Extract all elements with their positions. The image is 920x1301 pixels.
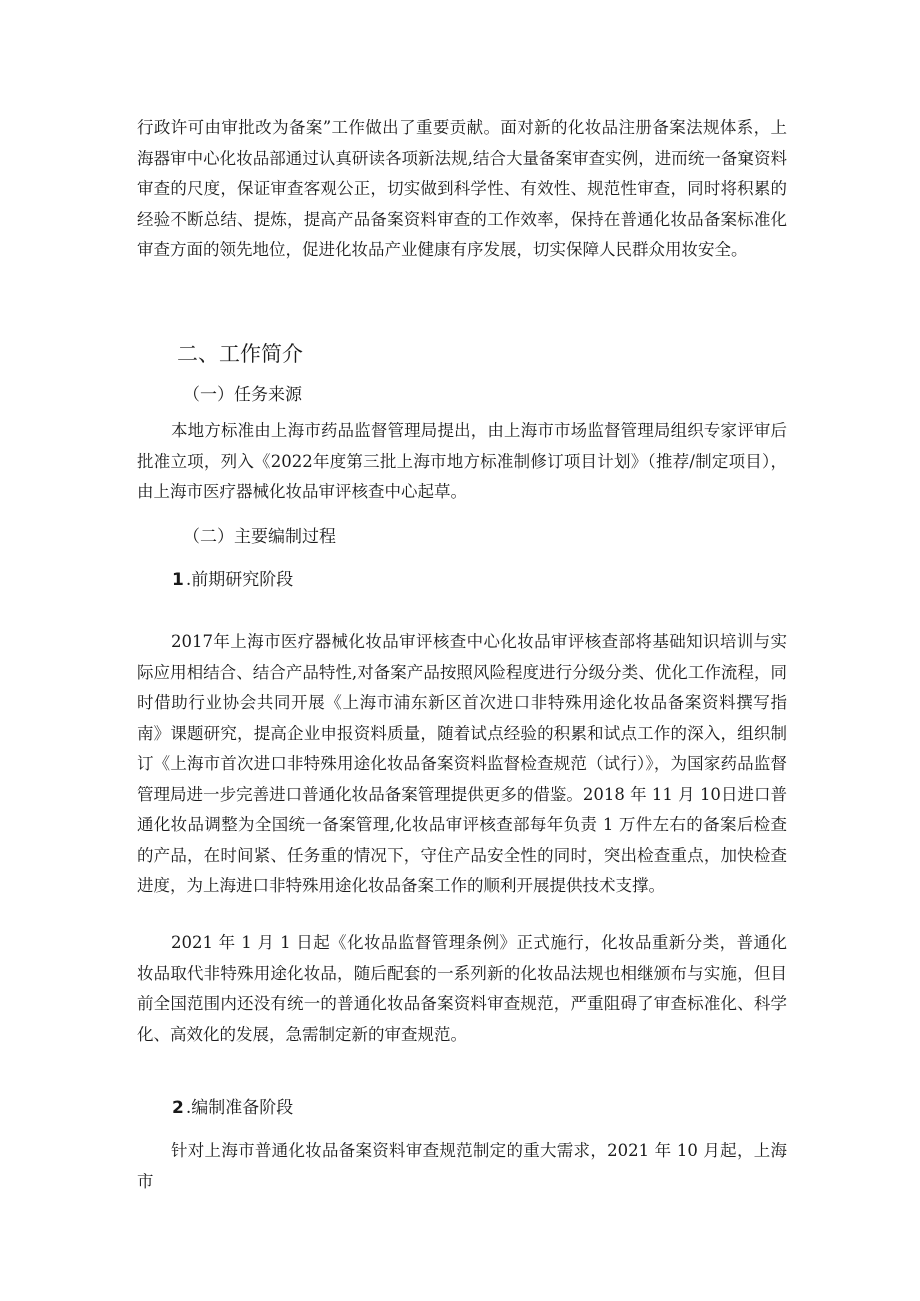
step-heading-preparation (172, 1093, 293, 1123)
preparation-paragraph: 针对上海市普通化妆品备案资料审查规范制定的重大需求，2021 年 10 月起，上海市 (137, 1141, 787, 1191)
section-heading-work-overview: 二、工作简介 (177, 342, 303, 366)
regulation-paragraph: 2021 年 1 月 1 日起《化妆品监督管理条例》正式施行，化妆品重新分类，普通化妆品取代非特殊用途化妆品，随后配套的一系列新的化妆品法规也相继颁布与实施，但目前全国范围内还没有统一的普通化妆品备案资料审查规范，严重阻碍了审查标准化、科学化、高效化的发展，急需制定新的审查规范。 (137, 933, 787, 1044)
step-title: .编制准备阶段 (185, 1098, 294, 1118)
step-number: 1 (172, 570, 184, 590)
preliminary-research-paragraph: 2017年上海市医疗器械化妆品审评核查中心化妆品审评核查部将基础知识培训与实际应用相结合、结合产品特性,对备案产品按照风险程度进行分级分类、优化工作流程，同时借助行业协会共同开展《上海市浦东新区首次进口非特殊用途化妆品备案资料撰写指南》课题研究，提高企业申报资料质量，随着试点经验的积累和试点工作的深入，组织制订《上海市首次进口非特殊用途化妆品备案资料监督检查规范（试行）》，为国家药品监督管理局进一步完善进口普通化妆品备案管理提供更多的借鉴。2018 年 11 月 10日进口普通化妆品调整为全国统一备案管理,化妆品审评核查部每年负责 1 万件左右的备案后检查的产品，在时间紧、任务重的情况下，守住产品安全性的同时，突出检查重点，加快检查进度，为上海进口非特殊用途化妆品备案工作的顺利开展提供技术支撑。 (137, 632, 787, 895)
subheading-drafting-process: （二）主要编制过程 (183, 527, 336, 547)
subheading-task-source: （一）任务来源 (183, 385, 302, 405)
step-number: 2 (172, 1098, 184, 1118)
task-source-paragraph: 本地方标准由上海市药品监督管理局提出，由上海市市场监督管理局组织专家评审后批准立项，列入《2022年度第三批上海市地方标准制修订项目计划》（推荐/制定项目），由上海市医疗器械化妆品审评核查中心起草。 (137, 421, 787, 501)
step-heading-preliminary-research (172, 565, 293, 595)
step-title: .前期研究阶段 (185, 570, 294, 590)
intro-paragraph: 行政许可由审批改为备案”工作做出了重要贡献。面对新的化妆品注册备案法规体系，上海器审中心化妆品部通过认真研读各项新法规,结合大量备案审查实例，进而统一备窠资料审查的尺度，保证审查客观公正，切实做到科学性、有效性、规范性审查，同时将积累的经验不断总结、提炼，提高产品备案资料审查的工作效率，保持在普通化妆品备案标准化审查方面的领先地位，促进化妆品产业健康有序发展，切实保障人民群众用妆安全。 (137, 118, 787, 259)
